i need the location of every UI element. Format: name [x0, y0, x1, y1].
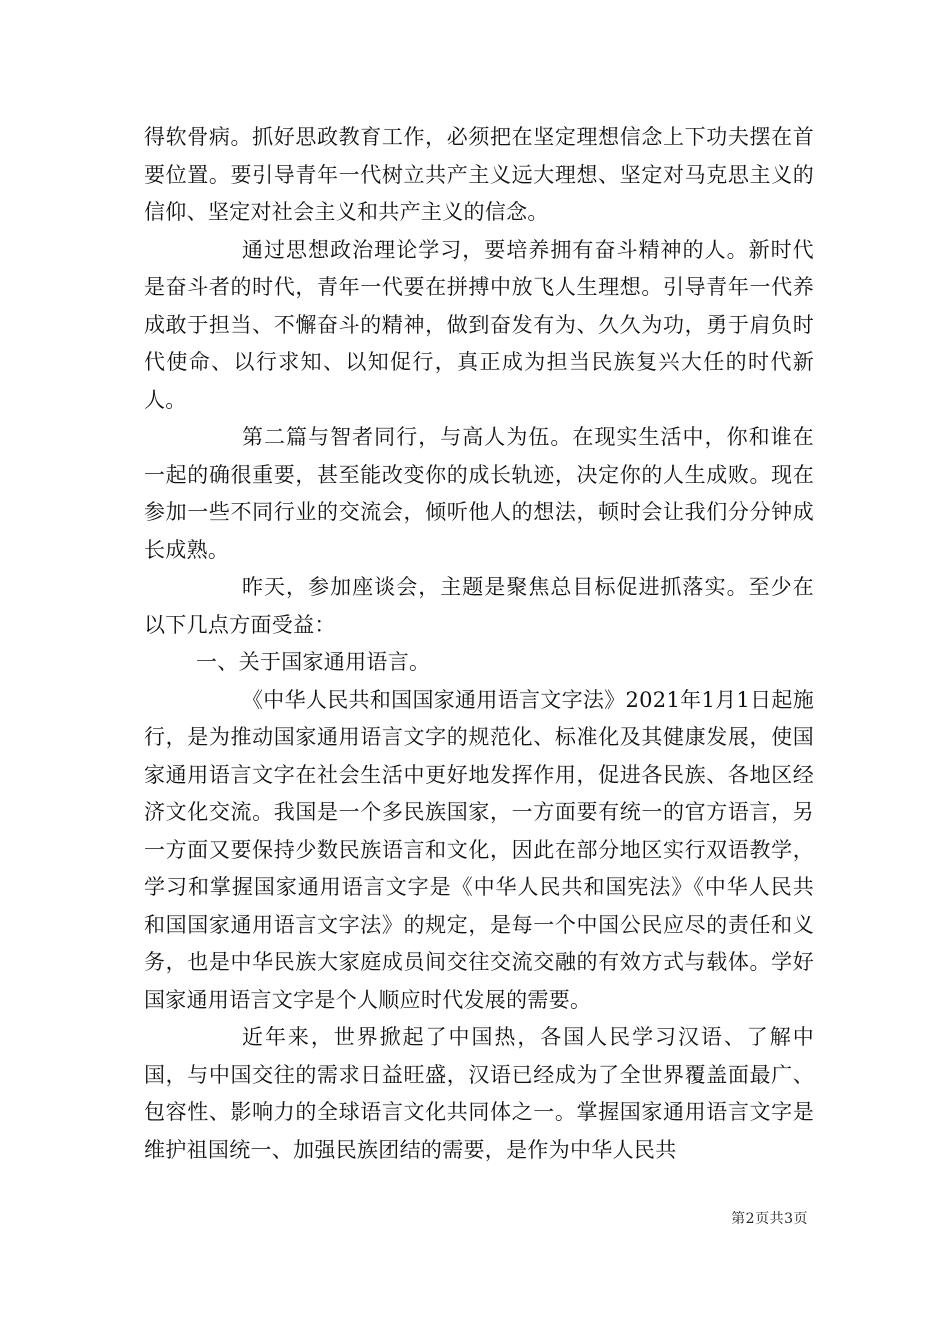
- paragraph-china-fever: 近年来，世界掀起了中国热，各国人民学习汉语、了解中国，与中国交往的需求日益旺盛，汉语已经成为了全世界覆盖面最广、包容性、影响力的全球语言文化共同体之一。掌握国家通用语言文字是维护祖国统一、加强民族团结的需要，是作为中华人民共: [144, 1025, 814, 1162]
- page-number-footer: 第2页共3页: [731, 1211, 808, 1227]
- document-body: [144, 119, 814, 1169]
- paragraph-second-article: 第二篇与智者同行，与高人为伍。在现实生活中，你和谁在一起的确很重要，甚至能改变你的成长轨迹，决定你的人生成败。现在参加一些不同行业的交流会，倾听他人的想法，顿时会让我们分分钟成长成熟。: [144, 425, 814, 562]
- paragraph-symposium: 昨天，参加座谈会，主题是聚焦总目标促进抓落实。至少在以下几点方面受益：: [144, 575, 814, 637]
- section-heading-language: 一、关于国家通用语言。: [196, 650, 431, 674]
- paragraph-language-law: 《中华人民共和国国家通用语言文字法》2021年1月1日起施行，是为推动国家通用语言文字的规范化、标准化及其健康发展，使国家通用语言文字在社会生活中更好地发挥作用，促进各民族、各地区经济文化交流。我国是一个多民族国家，一方面要有统一的官方语言，另一方面又要保持少数民族语言和文化，因此在部分地区实行双语教学，学习和掌握国家通用语言文字是《中华人民共和国宪法》《中华人民共和国国家通用语言文字法》的规定，是每一个中国公民应尽的责任和义务，也是中华民族大家庭成员间交往交流交融的有效方式与载体。学好国家通用语言文字是个人顺应时代发展的需要。: [144, 687, 814, 1012]
- paragraph-struggle-spirit: 通过思想政治理论学习，要培养拥有奋斗精神的人。新时代是奋斗者的时代，青年一代要在拼搏中放飞人生理想。引导青年一代养成敢于担当、不懈奋斗的精神，做到奋发有为、久久为功，勇于肩负时代使命、以行求知、以知促行，真正成为担当民族复兴大任的时代新人。: [144, 237, 814, 412]
- paragraph-continuation: 得软骨病。抓好思政教育工作，必须把在坚定理想信念上下功夫摆在首要位置。要引导青年一代树立共产主义远大理想、坚定对马克思主义的信仰、坚定对社会主义和共产主义的信念。: [144, 125, 814, 224]
